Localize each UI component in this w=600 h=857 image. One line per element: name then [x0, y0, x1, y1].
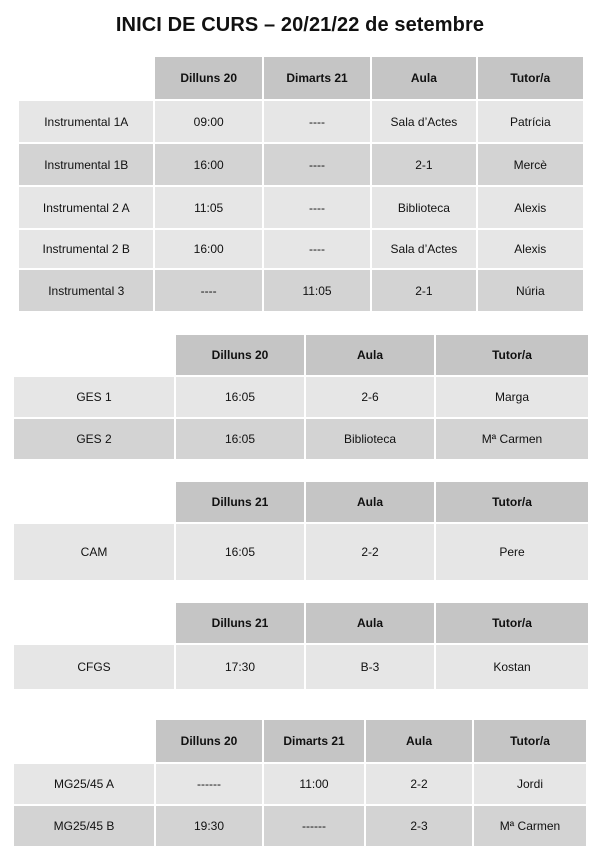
- row-label: GES 1: [14, 377, 174, 417]
- table-cell: 16:00: [155, 144, 261, 185]
- table-cell: Kostan: [436, 645, 588, 689]
- table-cell: 19:30: [156, 806, 262, 846]
- row-label: CAM: [14, 524, 174, 580]
- schedule-table-instrumental: [17, 55, 585, 313]
- column-header: Aula: [306, 603, 434, 643]
- column-header: Aula: [306, 482, 434, 522]
- column-header: Dimarts 21: [264, 57, 370, 99]
- table-cell: Biblioteca: [306, 419, 434, 459]
- column-header: Dilluns 20: [155, 57, 261, 99]
- table-cell: 16:05: [176, 524, 304, 580]
- row-label: MG25/45 A: [14, 764, 154, 804]
- table-cell: Núria: [478, 270, 583, 311]
- table-cell: Patrícia: [478, 101, 583, 142]
- schedule-table-cfgs: [12, 601, 590, 691]
- table-cell: 11:05: [264, 270, 370, 311]
- column-header: Dimarts 21: [264, 720, 364, 762]
- column-header: Dilluns 21: [176, 603, 304, 643]
- table-cell: B-3: [306, 645, 434, 689]
- corner-cell: [14, 603, 174, 643]
- table-cell: Alexis: [478, 187, 583, 228]
- table-cell: ------: [264, 806, 364, 846]
- table-cell: ----: [155, 270, 261, 311]
- column-header: Aula: [366, 720, 472, 762]
- table-cell: 2-3: [366, 806, 472, 846]
- row-label: MG25/45 B: [14, 806, 154, 846]
- table-cell: 16:05: [176, 377, 304, 417]
- table-cell: ----: [264, 187, 370, 228]
- table-cell: 2-6: [306, 377, 434, 417]
- table-cell: ----: [264, 144, 370, 185]
- column-header: Tutor/a: [478, 57, 583, 99]
- table-cell: ----: [264, 230, 370, 268]
- row-label: Instrumental 3: [19, 270, 153, 311]
- table-cell: 11:00: [264, 764, 364, 804]
- row-label: CFGS: [14, 645, 174, 689]
- corner-cell: [14, 335, 174, 375]
- row-label: Instrumental 1A: [19, 101, 153, 142]
- corner-cell: [14, 482, 174, 522]
- schedule-table-mg2545: [12, 718, 588, 848]
- column-header: Dilluns 20: [176, 335, 304, 375]
- table-cell: Biblioteca: [372, 187, 475, 228]
- table-cell: 2-2: [366, 764, 472, 804]
- corner-cell: [19, 57, 153, 99]
- table-cell: 16:05: [176, 419, 304, 459]
- table-cell: 2-2: [306, 524, 434, 580]
- table-cell: Marga: [436, 377, 588, 417]
- column-header: Tutor/a: [436, 603, 588, 643]
- table-cell: Mª Carmen: [474, 806, 586, 846]
- column-header: Dilluns 20: [156, 720, 262, 762]
- table-cell: 09:00: [155, 101, 261, 142]
- column-header: Tutor/a: [436, 482, 588, 522]
- table-cell: 17:30: [176, 645, 304, 689]
- table-cell: Mª Carmen: [436, 419, 588, 459]
- row-label: Instrumental 2 B: [19, 230, 153, 268]
- column-header: Tutor/a: [474, 720, 586, 762]
- table-cell: 2-1: [372, 270, 475, 311]
- table-cell: ------: [156, 764, 262, 804]
- table-cell: Mercè: [478, 144, 583, 185]
- row-label: Instrumental 2 A: [19, 187, 153, 228]
- table-cell: 11:05: [155, 187, 261, 228]
- column-header: Dilluns 21: [176, 482, 304, 522]
- schedule-table-cam: [12, 480, 590, 582]
- table-cell: 16:00: [155, 230, 261, 268]
- column-header: Aula: [306, 335, 434, 375]
- row-label: GES 2: [14, 419, 174, 459]
- table-cell: Pere: [436, 524, 588, 580]
- table-cell: Jordi: [474, 764, 586, 804]
- corner-cell: [14, 720, 154, 762]
- table-cell: Sala d’Actes: [372, 230, 475, 268]
- column-header: Aula: [372, 57, 475, 99]
- schedule-table-ges: [12, 333, 590, 461]
- table-cell: ----: [264, 101, 370, 142]
- table-cell: Alexis: [478, 230, 583, 268]
- page-title: INICI DE CURS – 20/21/22 de setembre: [115, 14, 485, 36]
- table-cell: Sala d’Actes: [372, 101, 475, 142]
- row-label: Instrumental 1B: [19, 144, 153, 185]
- column-header: Tutor/a: [436, 335, 588, 375]
- table-cell: 2-1: [372, 144, 475, 185]
